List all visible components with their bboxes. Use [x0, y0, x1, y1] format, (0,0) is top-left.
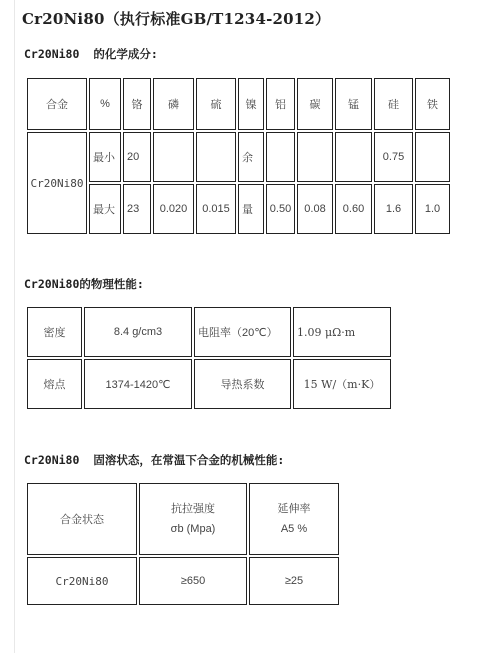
- chemical-heading: [24, 46, 158, 62]
- physical-properties-table: [25, 305, 393, 411]
- header-cell: 铬: [123, 78, 151, 130]
- header-tensile-label: 抗拉强度: [171, 503, 215, 515]
- header-elongation-unit: A5 %: [280, 523, 308, 535]
- table-header-row: [27, 78, 450, 130]
- mechanical-heading: [24, 452, 284, 468]
- header-elongation: [249, 483, 339, 555]
- header-tensile-strength: [139, 483, 247, 555]
- cell-ni-max: 量: [238, 184, 264, 234]
- table-row: [27, 557, 339, 605]
- header-cell: 合金: [27, 78, 87, 130]
- mechanical-heading-text: 固溶状态，在常温下合金的机械性能:: [93, 453, 285, 467]
- table-row: [27, 359, 391, 409]
- value-density: 8.4 g/cm3: [84, 307, 192, 357]
- cell-mn-max: 0.60: [335, 184, 372, 234]
- header-tensile-unit: σb (Mpa): [170, 523, 216, 535]
- mechanical-heading-alloy: Cr20Ni80: [24, 453, 80, 467]
- table-row-min: [27, 132, 450, 182]
- cell-s-max: 0.015: [196, 184, 236, 234]
- header-cell: 镍: [238, 78, 264, 130]
- cell-s-min: [196, 132, 236, 182]
- header-cell: 锰: [335, 78, 372, 130]
- row-label-min: 最小: [89, 132, 121, 182]
- value-resistivity: 1.09 μΩ·m: [293, 307, 391, 357]
- cell-alloy-state: Cr20Ni80: [27, 557, 137, 605]
- physical-heading: Cr20Ni80的物理性能:: [24, 277, 144, 291]
- header-alloy-state: 合金状态: [27, 483, 137, 555]
- chemical-heading-text: 的化学成分:: [93, 47, 158, 61]
- header-cell: 硅: [374, 78, 413, 130]
- header-cell: %: [89, 78, 121, 130]
- header-elongation-label: 延伸率: [277, 503, 311, 515]
- cell-cr-min: 20: [123, 132, 151, 182]
- label-resistivity: 电阻率（20℃）: [194, 307, 291, 357]
- table-row-max: [27, 184, 450, 234]
- cell-fe-min: [415, 132, 450, 182]
- value-thermal-conductivity: 15 W/（m·K）: [293, 359, 391, 409]
- chemical-heading-alloy: Cr20Ni80: [24, 47, 80, 61]
- header-cell: 铝: [266, 78, 295, 130]
- cell-p-max: 0.020: [153, 184, 194, 234]
- label-melting-point: 熔点: [27, 359, 82, 409]
- cell-tensile-strength: ≥650: [139, 557, 247, 605]
- cell-si-min: 0.75: [374, 132, 413, 182]
- mechanical-properties-table: [25, 481, 341, 607]
- cell-ni-min: 余: [238, 132, 264, 182]
- label-thermal-conductivity: 导热系数: [194, 359, 291, 409]
- cell-cr-max: 23: [123, 184, 151, 234]
- cell-c-min: [297, 132, 333, 182]
- cell-mn-min: [335, 132, 372, 182]
- cell-al-max: 0.50: [266, 184, 295, 234]
- page-title: Cr20Ni80（执行标准GB/T1234-2012）: [22, 10, 331, 28]
- cell-p-min: [153, 132, 194, 182]
- header-cell: 硫: [196, 78, 236, 130]
- table-header-row: [27, 483, 339, 555]
- row-label-max: 最大: [89, 184, 121, 234]
- cell-fe-max: 1.0: [415, 184, 450, 234]
- header-cell: 磷: [153, 78, 194, 130]
- chemical-composition-table: [25, 76, 452, 236]
- cell-si-max: 1.6: [374, 184, 413, 234]
- cell-elongation: ≥25: [249, 557, 339, 605]
- alloy-name-cell: Cr20Ni80: [27, 132, 87, 234]
- header-cell: 铁: [415, 78, 450, 130]
- cell-c-max: 0.08: [297, 184, 333, 234]
- label-density: 密度: [27, 307, 82, 357]
- cell-al-min: [266, 132, 295, 182]
- table-row: [27, 307, 391, 357]
- left-border-rule: [14, 0, 15, 653]
- header-cell: 碳: [297, 78, 333, 130]
- value-melting-point: 1374-1420℃: [84, 359, 192, 409]
